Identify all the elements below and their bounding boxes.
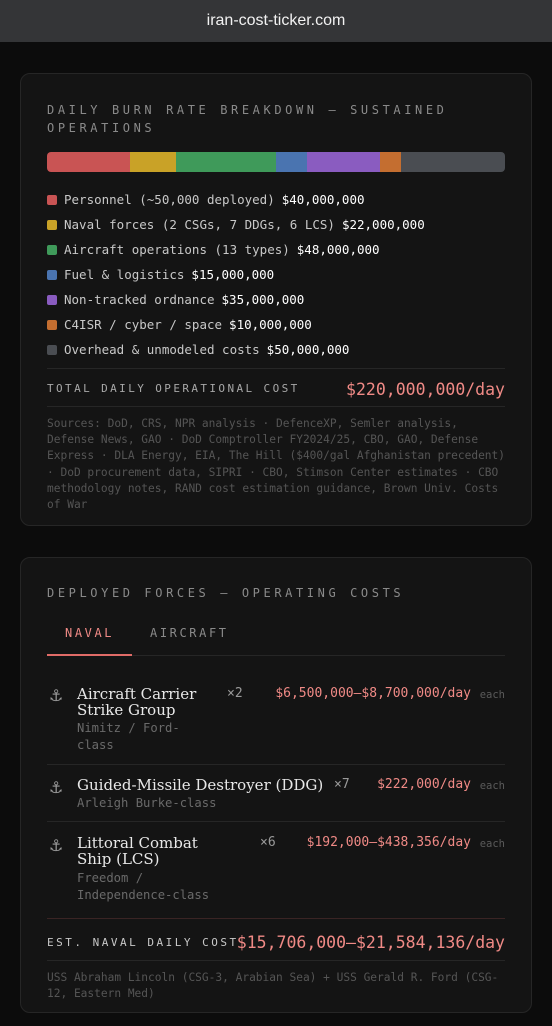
force-class: Freedom / Independence-class <box>77 871 210 902</box>
legend-swatch <box>47 220 57 230</box>
force-cost: $192,000–$438,356/day <box>306 835 471 850</box>
tab-naval[interactable]: NAVAL <box>47 626 132 656</box>
legend-value: $10,000,000 <box>229 317 312 332</box>
forces-tabs <box>47 626 505 656</box>
legend-item-personnel <box>47 187 425 212</box>
legend-value: $50,000,000 <box>266 342 350 357</box>
burn-rate-stacked-bar <box>47 152 505 172</box>
legend-swatch <box>47 195 57 205</box>
divider <box>47 406 505 407</box>
force-name: Aircraft Carrier Strike Group <box>77 685 197 719</box>
legend-swatch <box>47 270 57 280</box>
burn-rate-card <box>20 73 532 526</box>
force-quantity: ×2 <box>227 686 243 701</box>
anchor-icon: ⚓ <box>49 686 64 705</box>
bar-segment-1 <box>130 152 176 172</box>
legend-item-naval <box>47 212 425 237</box>
bar-segment-4 <box>307 152 380 172</box>
legend-label: Fuel & logistics <box>64 267 185 282</box>
legend-label: Overhead & unmodeled costs <box>64 342 260 357</box>
force-row-destroyer <box>47 776 505 812</box>
burn-rate-legend <box>47 187 425 362</box>
force-name: Guided-Missile Destroyer (DDG) <box>77 776 324 794</box>
force-name: Littoral Combat Ship (LCS) <box>77 834 198 868</box>
bar-segment-3 <box>276 152 307 172</box>
legend-value: $48,000,000 <box>296 242 380 257</box>
force-unit: each <box>479 689 505 701</box>
divider <box>47 918 505 919</box>
legend-swatch <box>47 345 57 355</box>
legend-value: $35,000,000 <box>221 292 305 307</box>
anchor-icon: ⚓ <box>49 778 64 797</box>
legend-item-ordnance <box>47 287 425 312</box>
total-daily-cost-label: TOTAL DAILY OPERATIONAL COST <box>47 382 300 395</box>
legend-item-fuel <box>47 262 425 287</box>
burn-rate-title: DAILY BURN RATE BREAKDOWN — SUSTAINED OPERATIONS <box>47 103 448 135</box>
force-quantity: ×7 <box>334 777 350 792</box>
naval-daily-cost-label: EST. NAVAL DAILY COST <box>47 936 239 949</box>
legend-swatch <box>47 320 57 330</box>
force-unit: each <box>479 780 505 792</box>
sources-text: Sources: DoD, CRS, NPR analysis · DefenceXP, Semler analysis, Defense News, GAO · DoD Comptroller FY2024/25, CBO, GAO, Defense Express · DLA Energy, EIA, The Hill ($400/gal Afghanistan precedent) · DoD procurement data, SIPRI · CBO, Stimson Center estimates · CBO methodology notes, RAND cost estimation guidance, Brown Univ. Costs of War <box>47 417 506 512</box>
bar-segment-5 <box>380 152 401 172</box>
divider <box>47 368 505 369</box>
legend-label: Naval forces (2 CSGs, 7 DDGs, 6 LCS) <box>64 217 335 232</box>
legend-value: $15,000,000 <box>191 267 275 282</box>
legend-item-aircraft <box>47 237 425 262</box>
bar-segment-0 <box>47 152 130 172</box>
legend-value: $40,000,000 <box>281 192 365 207</box>
legend-swatch <box>47 295 57 305</box>
force-quantity: ×6 <box>260 835 276 850</box>
anchor-icon: ⚓ <box>49 836 64 855</box>
legend-item-overhead <box>47 337 425 362</box>
legend-label: Personnel (~50,000 deployed) <box>64 192 275 207</box>
divider <box>47 764 505 765</box>
deployment-note: USS Abraham Lincoln (CSG-3, Arabian Sea) + USS Gerald R. Ford (CSG-12, Eastern Med) <box>47 971 499 1001</box>
legend-swatch <box>47 245 57 255</box>
force-class: Arleigh Burke-class <box>77 796 217 810</box>
browser-url-bar[interactable] <box>0 0 552 42</box>
divider <box>47 960 505 961</box>
legend-label: C4ISR / cyber / space <box>64 317 223 332</box>
legend-label: Aircraft operations (13 types) <box>64 242 290 257</box>
tab-aircraft[interactable]: AIRCRAFT <box>150 626 229 640</box>
bar-segment-6 <box>401 152 505 172</box>
force-row-lcs <box>47 834 505 904</box>
force-cost: $6,500,000–$8,700,000/day <box>275 686 471 701</box>
deployed-forces-card <box>20 557 532 1013</box>
naval-daily-cost-value: $15,706,000–$21,584,136/day <box>236 933 505 952</box>
force-class: Nimitz / Ford-class <box>77 721 180 752</box>
divider <box>47 821 505 822</box>
legend-value: $22,000,000 <box>341 217 425 232</box>
total-daily-cost-value: $220,000,000/day <box>346 380 505 399</box>
force-row-carrier <box>47 684 505 754</box>
legend-label: Non-tracked ordnance <box>64 292 215 307</box>
deployed-forces-title: DEPLOYED FORCES — OPERATING COSTS <box>47 586 405 600</box>
bar-segment-2 <box>176 152 276 172</box>
url-text: iran-cost-ticker.com <box>206 12 346 29</box>
force-unit: each <box>479 838 505 850</box>
force-cost: $222,000/day <box>377 777 471 792</box>
legend-item-c4isr <box>47 312 425 337</box>
